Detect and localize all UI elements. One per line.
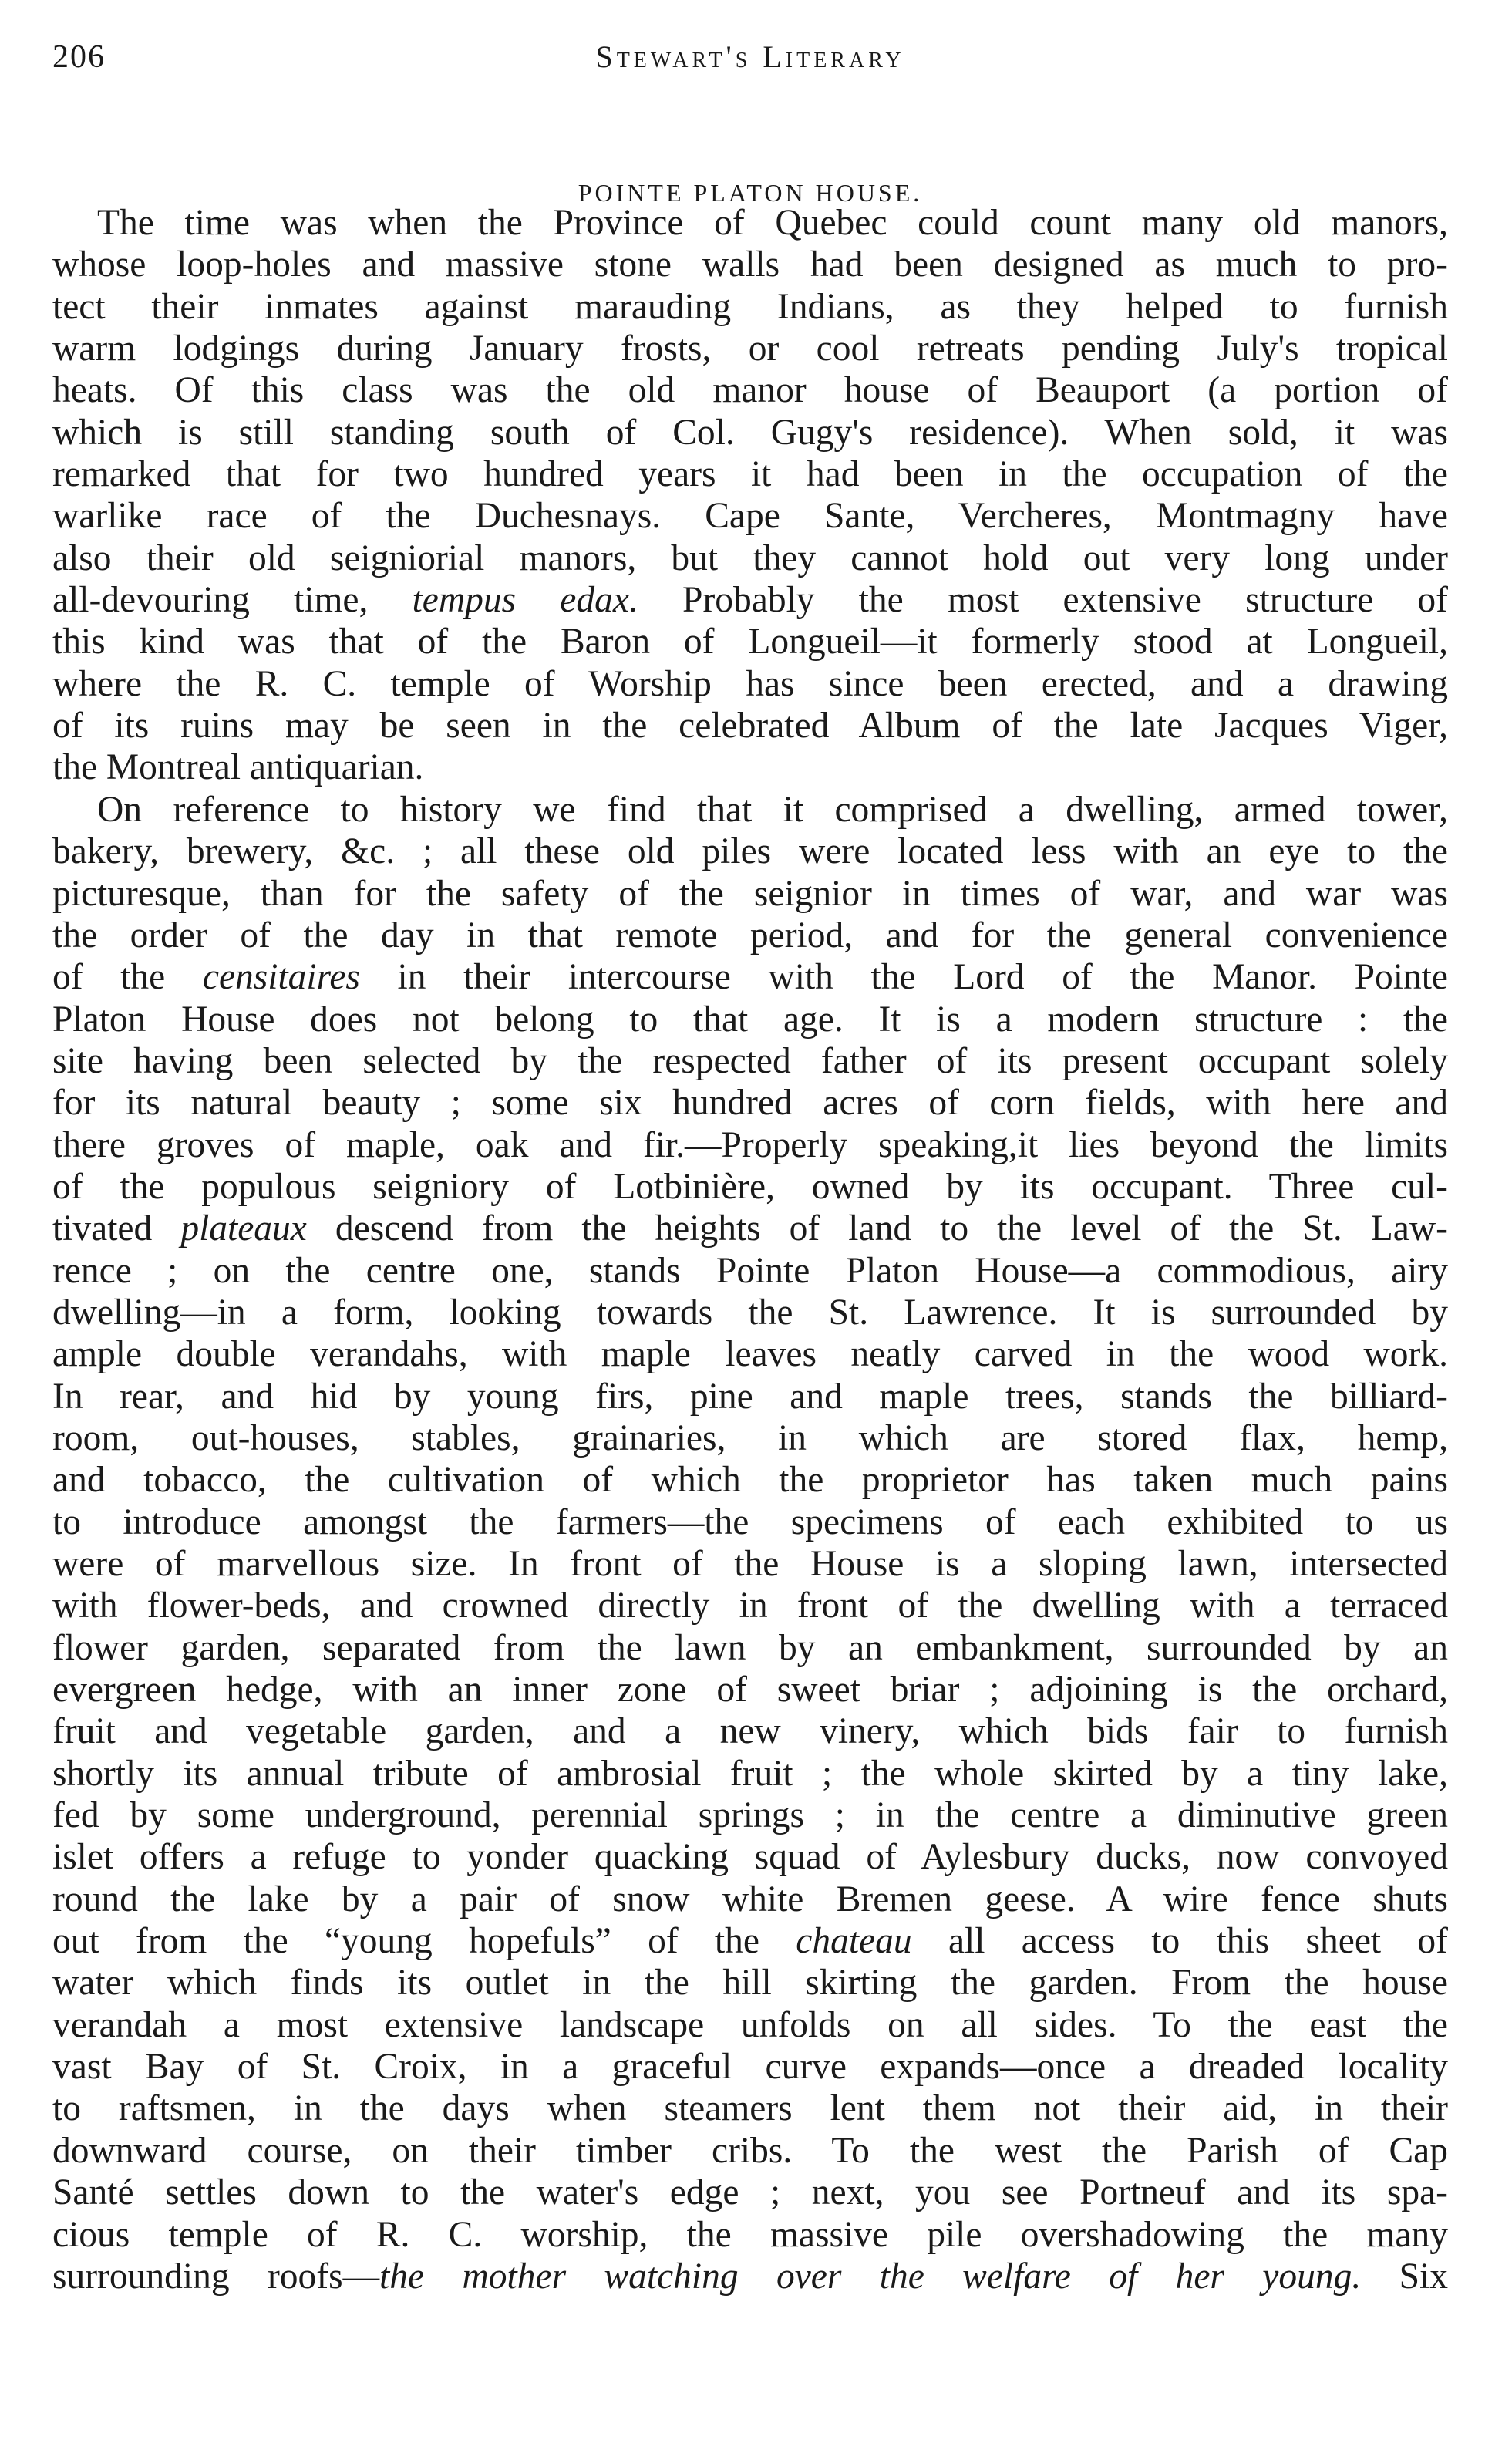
text-line: whose loop-holes and massive stone walls had been designed as much to pro- (52, 244, 1448, 285)
text-line: Santé settles down to the water's edge ; next, you see Portneuf and its spa- (52, 2172, 1448, 2213)
paragraph (52, 789, 1448, 2297)
text-line: of its ruins may be seen in the celebrated Album of the late Jacques Viger, (52, 706, 1448, 746)
text-line: cious temple of R. C. worship, the massive pile overshadowing the many (52, 2214, 1448, 2255)
text-line: picturesque, than for the safety of the seignior in times of war, and war was (52, 873, 1448, 914)
italic-phrase: chateau (796, 1921, 912, 1962)
text-line: and tobacco, the cultivation of which the proprietor has taken much pains (52, 1460, 1448, 1501)
text-line: downward course, on their timber cribs. To the west the Parish of Cap (52, 2130, 1448, 2171)
paragraph (52, 202, 1448, 789)
italic-phrase: plateaux (180, 1208, 307, 1249)
italic-phrase: the mother watching over the welfare of her young. (379, 2256, 1362, 2297)
text-line: remarked that for two hundred years it had been in the occupation of the (52, 454, 1448, 495)
text-line: fed by some underground, perennial springs ; in the centre a diminutive green (52, 1795, 1448, 1836)
text-line: ample double verandahs, with maple leaves neatly carved in the wood work. (52, 1334, 1448, 1375)
text-line: were of marvellous size. In front of the House is a sloping lawn, intersected (52, 1544, 1448, 1584)
text-line: to introduce amongst the farmers—the specimens of each exhibited to us (52, 1501, 1448, 1542)
text-line: of the censitaires in their intercourse with the Lord of the Manor. Pointe (52, 957, 1448, 998)
text-line: the Montreal antiquarian. (52, 747, 424, 788)
article-title: POINTE PLATON HOUSE. (578, 179, 923, 207)
text-line: the order of the day in that remote period, and for the general convenience (52, 915, 1448, 955)
text-line: site having been selected by the respected father of its present occupant solely (52, 1040, 1448, 1081)
text-line: On reference to history we find that it comprised a dwelling, armed tower, (97, 789, 1448, 830)
text-line: tect their inmates against marauding Indians, as they helped to furnish (52, 286, 1448, 327)
text-line: there groves of maple, oak and fir.—Properly speaking,it lies beyond the limits (52, 1124, 1448, 1165)
text-line: shortly its annual tribute of ambrosial fruit ; the whole skirted by a tiny lake, (52, 1753, 1448, 1794)
text-line: also their old seigniorial manors, but they cannot hold out very long under (52, 538, 1448, 578)
text-line: bakery, brewery, &c. ; all these old piles were located less with an eye to the (52, 831, 1448, 872)
text-line: vast Bay of St. Croix, in a graceful curve expands—once a dreaded locality (52, 2047, 1448, 2088)
text-line: fruit and vegetable garden, and a new vinery, which bids fair to furnish (52, 1711, 1448, 1752)
text-line: warlike race of the Duchesnays. Cape Sante, Vercheres, Montmagny have (52, 496, 1448, 537)
article-body (52, 202, 1448, 2297)
text-line: for its natural beauty ; some six hundred acres of corn fields, with here and (52, 1083, 1448, 1124)
text-line: all-devouring time, tempus edax. Probably the most extensive structure of (52, 580, 1448, 621)
italic-phrase: censitaires (202, 957, 360, 998)
running-head (52, 39, 1448, 207)
italic-phrase: tempus edax. (412, 580, 638, 621)
text-line: of the populous seigniory of Lotbinière, owned by its occupant. Three cul- (52, 1166, 1448, 1207)
page-number: 206 (52, 39, 106, 75)
text-line: to raftsmen, in the days when steamers lent them not their aid, in their (52, 2088, 1448, 2129)
text-line: The time was when the Province of Quebec could count many old manors, (97, 203, 1448, 243)
text-line: evergreen hedge, with an inner zone of sweet briar ; adjoining is the orchard, (52, 1670, 1448, 1710)
text-line: rence ; on the centre one, stands Pointe Platon House—a commodious, airy (52, 1250, 1448, 1291)
text-line: flower garden, separated from the lawn by an embankment, surrounded by an (52, 1627, 1448, 1668)
text-line: verandah a most extensive landscape unfolds on all sides. To the east the (52, 2004, 1448, 2045)
journal-title: Stewart's Literary (595, 39, 905, 74)
text-line: where the R. C. temple of Worship has since been erected, and a drawing (52, 663, 1448, 704)
text-line: heats. Of this class was the old manor house of Beauport (a portion of (52, 370, 1448, 411)
text-line: this kind was that of the Baron of Longueil—it formerly stood at Longueil, (52, 622, 1448, 662)
text-line: dwelling—in a form, looking towards the St. Lawrence. It is surrounded by (52, 1292, 1448, 1333)
text-line: islet offers a refuge to yonder quacking squad of Aylesbury ducks, now convoyed (52, 1837, 1448, 1878)
text-line: room, out-houses, stables, grainaries, in which are stored flax, hemp, (52, 1417, 1448, 1458)
text-line: round the lake by a pair of snow white Bremen geese. A wire fence shuts (52, 1879, 1448, 1919)
text-line: water which finds its outlet in the hill skirting the garden. From the house (52, 1963, 1448, 2003)
text-line: out from the “young hopefuls” of the chateau all access to this sheet of (52, 1921, 1448, 1962)
text-line: warm lodgings during January frosts, or cool retreats pending July's tropical (52, 329, 1448, 369)
text-line: with flower-beds, and crowned directly in front of the dwelling with a terraced (52, 1586, 1448, 1626)
text-line: Platon House does not belong to that age. It is a modern structure : the (52, 999, 1448, 1040)
text-line: surrounding roofs—the mother watching over the welfare of her young. Six (52, 2256, 1448, 2297)
text-line: which is still standing south of Col. Gugy's residence). When sold, it was (52, 412, 1448, 453)
text-line: In rear, and hid by young firs, pine and maple trees, stands the billiard- (52, 1376, 1448, 1417)
text-line: tivated plateaux descend from the heights of land to the level of the St. Law- (52, 1208, 1448, 1249)
